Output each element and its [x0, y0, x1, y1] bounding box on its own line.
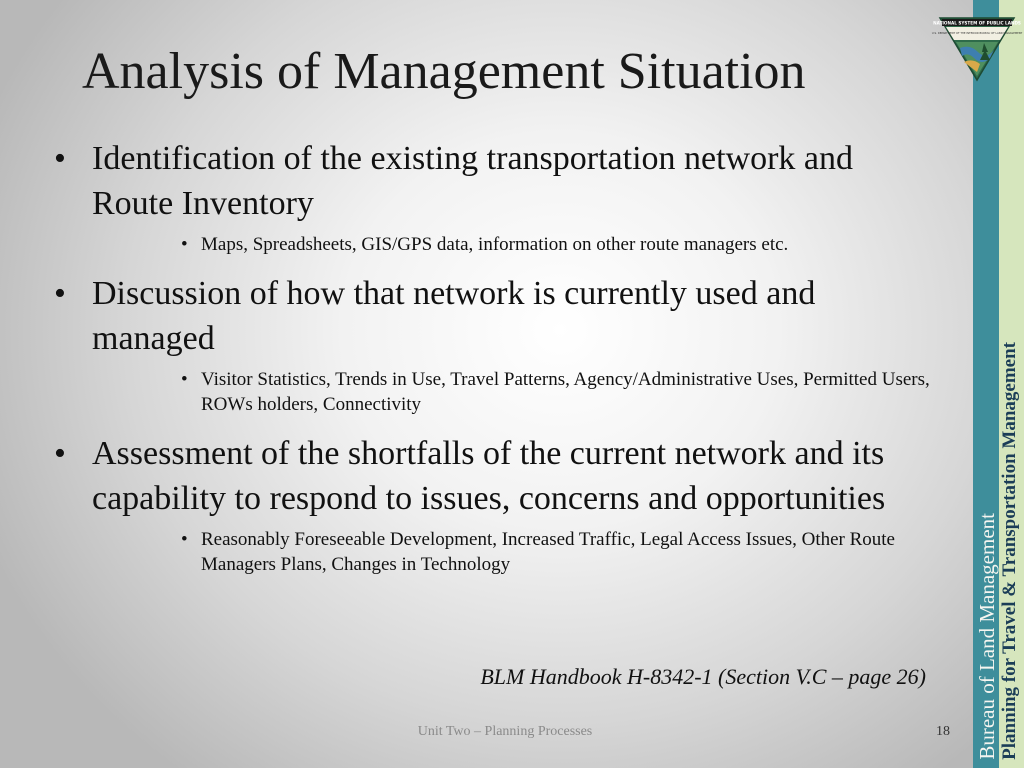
sub-bullet-foreseeable-development: • Reasonably Foreseeable Development, Increased Traffic, Legal Access Issues, Other Route Managers Plans, Changes in Technology	[181, 527, 931, 577]
sub-bullet-maps: • Maps, Spreadsheets, GIS/GPS data, information on other route managers etc.	[181, 232, 931, 257]
slide-title: Analysis of Management Situation	[82, 43, 806, 100]
logo-caption-text: U.S. DEPARTMENT OF THE INTERIOR BUREAU OF LAND MANAGEMENT	[931, 32, 1023, 35]
bullet-assessment: • Assessment of the shortfalls of the current network and its capability to respond to issues, concerns and opportunities	[50, 431, 930, 521]
blm-logo	[931, 16, 1023, 82]
bullet-identification: • Identification of the existing transportation network and Route Inventory	[50, 136, 930, 226]
blm-shield-logo-icon	[931, 16, 1023, 82]
handbook-citation: BLM Handbook H-8342-1 (Section V.C – page 26)	[480, 664, 926, 689]
side-band-program-text: Planning for Travel & Transportation Management	[999, 342, 1020, 760]
slide-content	[50, 136, 930, 577]
footer-page-number: 18	[936, 724, 950, 739]
side-band-agency-text: Bureau of Land Management	[975, 513, 999, 760]
bullet-discussion: • Discussion of how that network is currently used and managed	[50, 271, 930, 361]
sub-bullet-visitor-statistics: • Visitor Statistics, Trends in Use, Travel Patterns, Agency/Administrative Uses, Permitted Users, ROWs holders, Connectivity	[181, 367, 931, 417]
logo-banner-text: NATIONAL SYSTEM OF PUBLIC LANDS	[933, 20, 1021, 26]
footer-unit-label: Unit Two – Planning Processes	[417, 724, 593, 739]
